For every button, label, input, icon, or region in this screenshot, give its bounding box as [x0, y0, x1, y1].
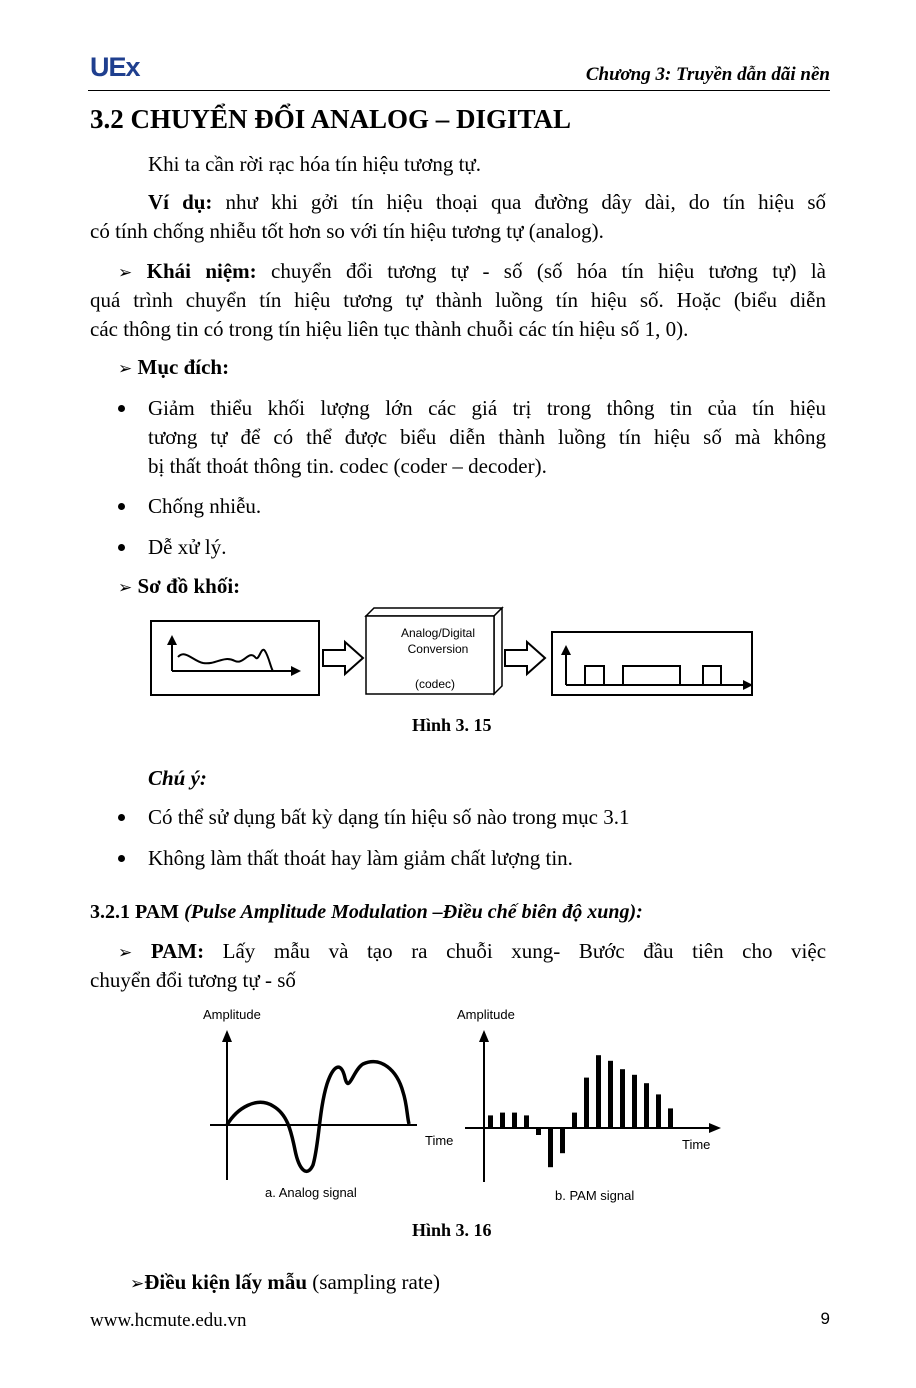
- example-line2: có tính chống nhiễu tốt hơn so với tín hiệu tương tự (analog).: [90, 219, 604, 243]
- bullet-icon: [118, 544, 125, 551]
- note-label: Chú ý:: [148, 766, 207, 790]
- figure16-caption: Hình 3. 16: [412, 1220, 492, 1240]
- arrow-bullet-icon: ➢: [130, 1274, 145, 1294]
- purpose-item1-line1: Giảm thiểu khối lượng lớn các giá trị trong thông tin của tín hiệu: [148, 396, 826, 420]
- pam-sample-bar: [644, 1083, 649, 1128]
- codec-box-line3: (codec): [414, 677, 456, 691]
- uex-logo: UEx: [90, 52, 140, 82]
- flow-arrow-icon: [323, 642, 363, 674]
- pam-line1: ➢ PAM: Lấy mẫu và tạo ra chuỗi xung- Bước đầu tiên cho việc: [118, 939, 827, 963]
- left-ylabel: Amplitude: [203, 1007, 261, 1022]
- bullet-icon: [118, 503, 125, 510]
- arrow-bullet-icon: ➢: [118, 943, 133, 963]
- arrow-bullet-icon: ➢: [118, 263, 133, 283]
- pam-figure: [195, 1000, 735, 1210]
- pam-sample-bar: [668, 1108, 673, 1128]
- purpose-item2: Chống nhiễu.: [148, 494, 262, 518]
- flow-arrow-icon: [505, 642, 545, 674]
- block-diagram-heading: ➢ Sơ đồ khối:: [118, 574, 241, 598]
- right-ylabel: Amplitude: [457, 1007, 515, 1022]
- bullet-icon: [118, 405, 125, 412]
- block-diagram: [145, 605, 765, 705]
- arrow-bullet-icon: ➢: [118, 359, 133, 379]
- intro-text: Khi ta cần rời rạc hóa tín hiệu tương tự.: [148, 152, 482, 176]
- example-label: Ví dụ:: [148, 190, 213, 214]
- section-title: 3.2 CHUYỂN ĐỔI ANALOG – DIGITAL: [90, 104, 572, 134]
- example-line1: Ví dụ: như khi gởi tín hiệu thoại qua đường dây dài, do tín hiệu số: [148, 190, 827, 214]
- pam-signal-plot: [457, 1007, 721, 1203]
- codec-box-line1: Analog/Digital: [400, 626, 476, 640]
- pam-sample-bar: [536, 1128, 541, 1135]
- pam-sample-bar: [584, 1078, 589, 1128]
- right-xlabel: Time: [682, 1137, 711, 1152]
- codec-box-line2: Conversion: [407, 642, 469, 656]
- pam-sample-bar: [620, 1069, 625, 1128]
- arrow-bullet-icon: ➢: [118, 578, 133, 598]
- bullet-icon: [118, 855, 125, 862]
- page-number: 9: [820, 1309, 830, 1328]
- pam-sample-bar: [488, 1115, 493, 1128]
- pam-sample-bar: [512, 1113, 517, 1128]
- left-caption: a. Analog signal: [265, 1185, 357, 1200]
- note-item1: Có thể sử dụng bất kỳ dạng tín hiệu số nào trong mục 3.1: [148, 805, 630, 829]
- pam-sample-bar: [608, 1061, 613, 1128]
- pam-sample-bar: [500, 1113, 505, 1128]
- pam-sample-bar: [596, 1055, 601, 1128]
- pam-sample-bar: [632, 1075, 637, 1128]
- purpose-item1-line2: tương tự để có thể được biểu diễn thành luồng tín hiệu số mà không: [148, 425, 826, 449]
- concept-line2: quá trình chuyển tín hiệu tương tự thành luồng tín hiệu số. Hoặc (biểu diễn: [90, 288, 826, 312]
- chapter-title: Chương 3: Truyền dẫn dãi nền: [585, 64, 830, 85]
- pam-heading: 3.2.1 PAM (Pulse Amplitude Modulation –Điều chế biên độ xung):: [90, 901, 643, 923]
- concept-line1: ➢ Khái niệm: chuyển đổi tương tự - số (số hóa tín hiệu tương tự) là: [118, 259, 826, 283]
- pam-label: PAM:: [150, 939, 205, 963]
- right-caption: b. PAM signal: [555, 1188, 635, 1203]
- left-xlabel: Time: [425, 1133, 454, 1148]
- analog-signal-plot: [203, 1007, 453, 1200]
- pam-sample-bar: [524, 1115, 529, 1128]
- pam-bars: [488, 1055, 673, 1167]
- digital-output-box: [552, 632, 753, 695]
- purpose-heading: ➢ Mục đích:: [118, 355, 230, 379]
- purpose-item3: Dễ xử lý.: [148, 535, 227, 559]
- concept-label: Khái niệm:: [146, 259, 257, 283]
- analog-input-box: [151, 621, 319, 695]
- bullet-icon: [118, 814, 125, 821]
- pam-sample-bar: [548, 1128, 553, 1167]
- sampling-heading: ➢Điều kiện lấy mẫu (sampling rate): [130, 1270, 440, 1294]
- purpose-item1-line3: bị thất thoát thông tin. codec (coder – decoder).: [148, 454, 547, 478]
- footer-url: www.hcmute.edu.vn: [90, 1310, 247, 1331]
- concept-line3: các thông tin có trong tín hiệu liên tục thành chuỗi các tín hiệu số 1, 0).: [90, 317, 689, 341]
- note-item2: Không làm thất thoát hay làm giảm chất lượng tin.: [148, 846, 573, 870]
- pam-sample-bar: [572, 1113, 577, 1128]
- figure15-caption: Hình 3. 15: [412, 715, 492, 735]
- pam-sample-bar: [560, 1128, 565, 1153]
- pam-sample-bar: [656, 1094, 661, 1128]
- header-rule: [88, 90, 830, 91]
- codec-box: [366, 608, 502, 694]
- pam-line2: chuyển đổi tương tự - số: [90, 968, 296, 992]
